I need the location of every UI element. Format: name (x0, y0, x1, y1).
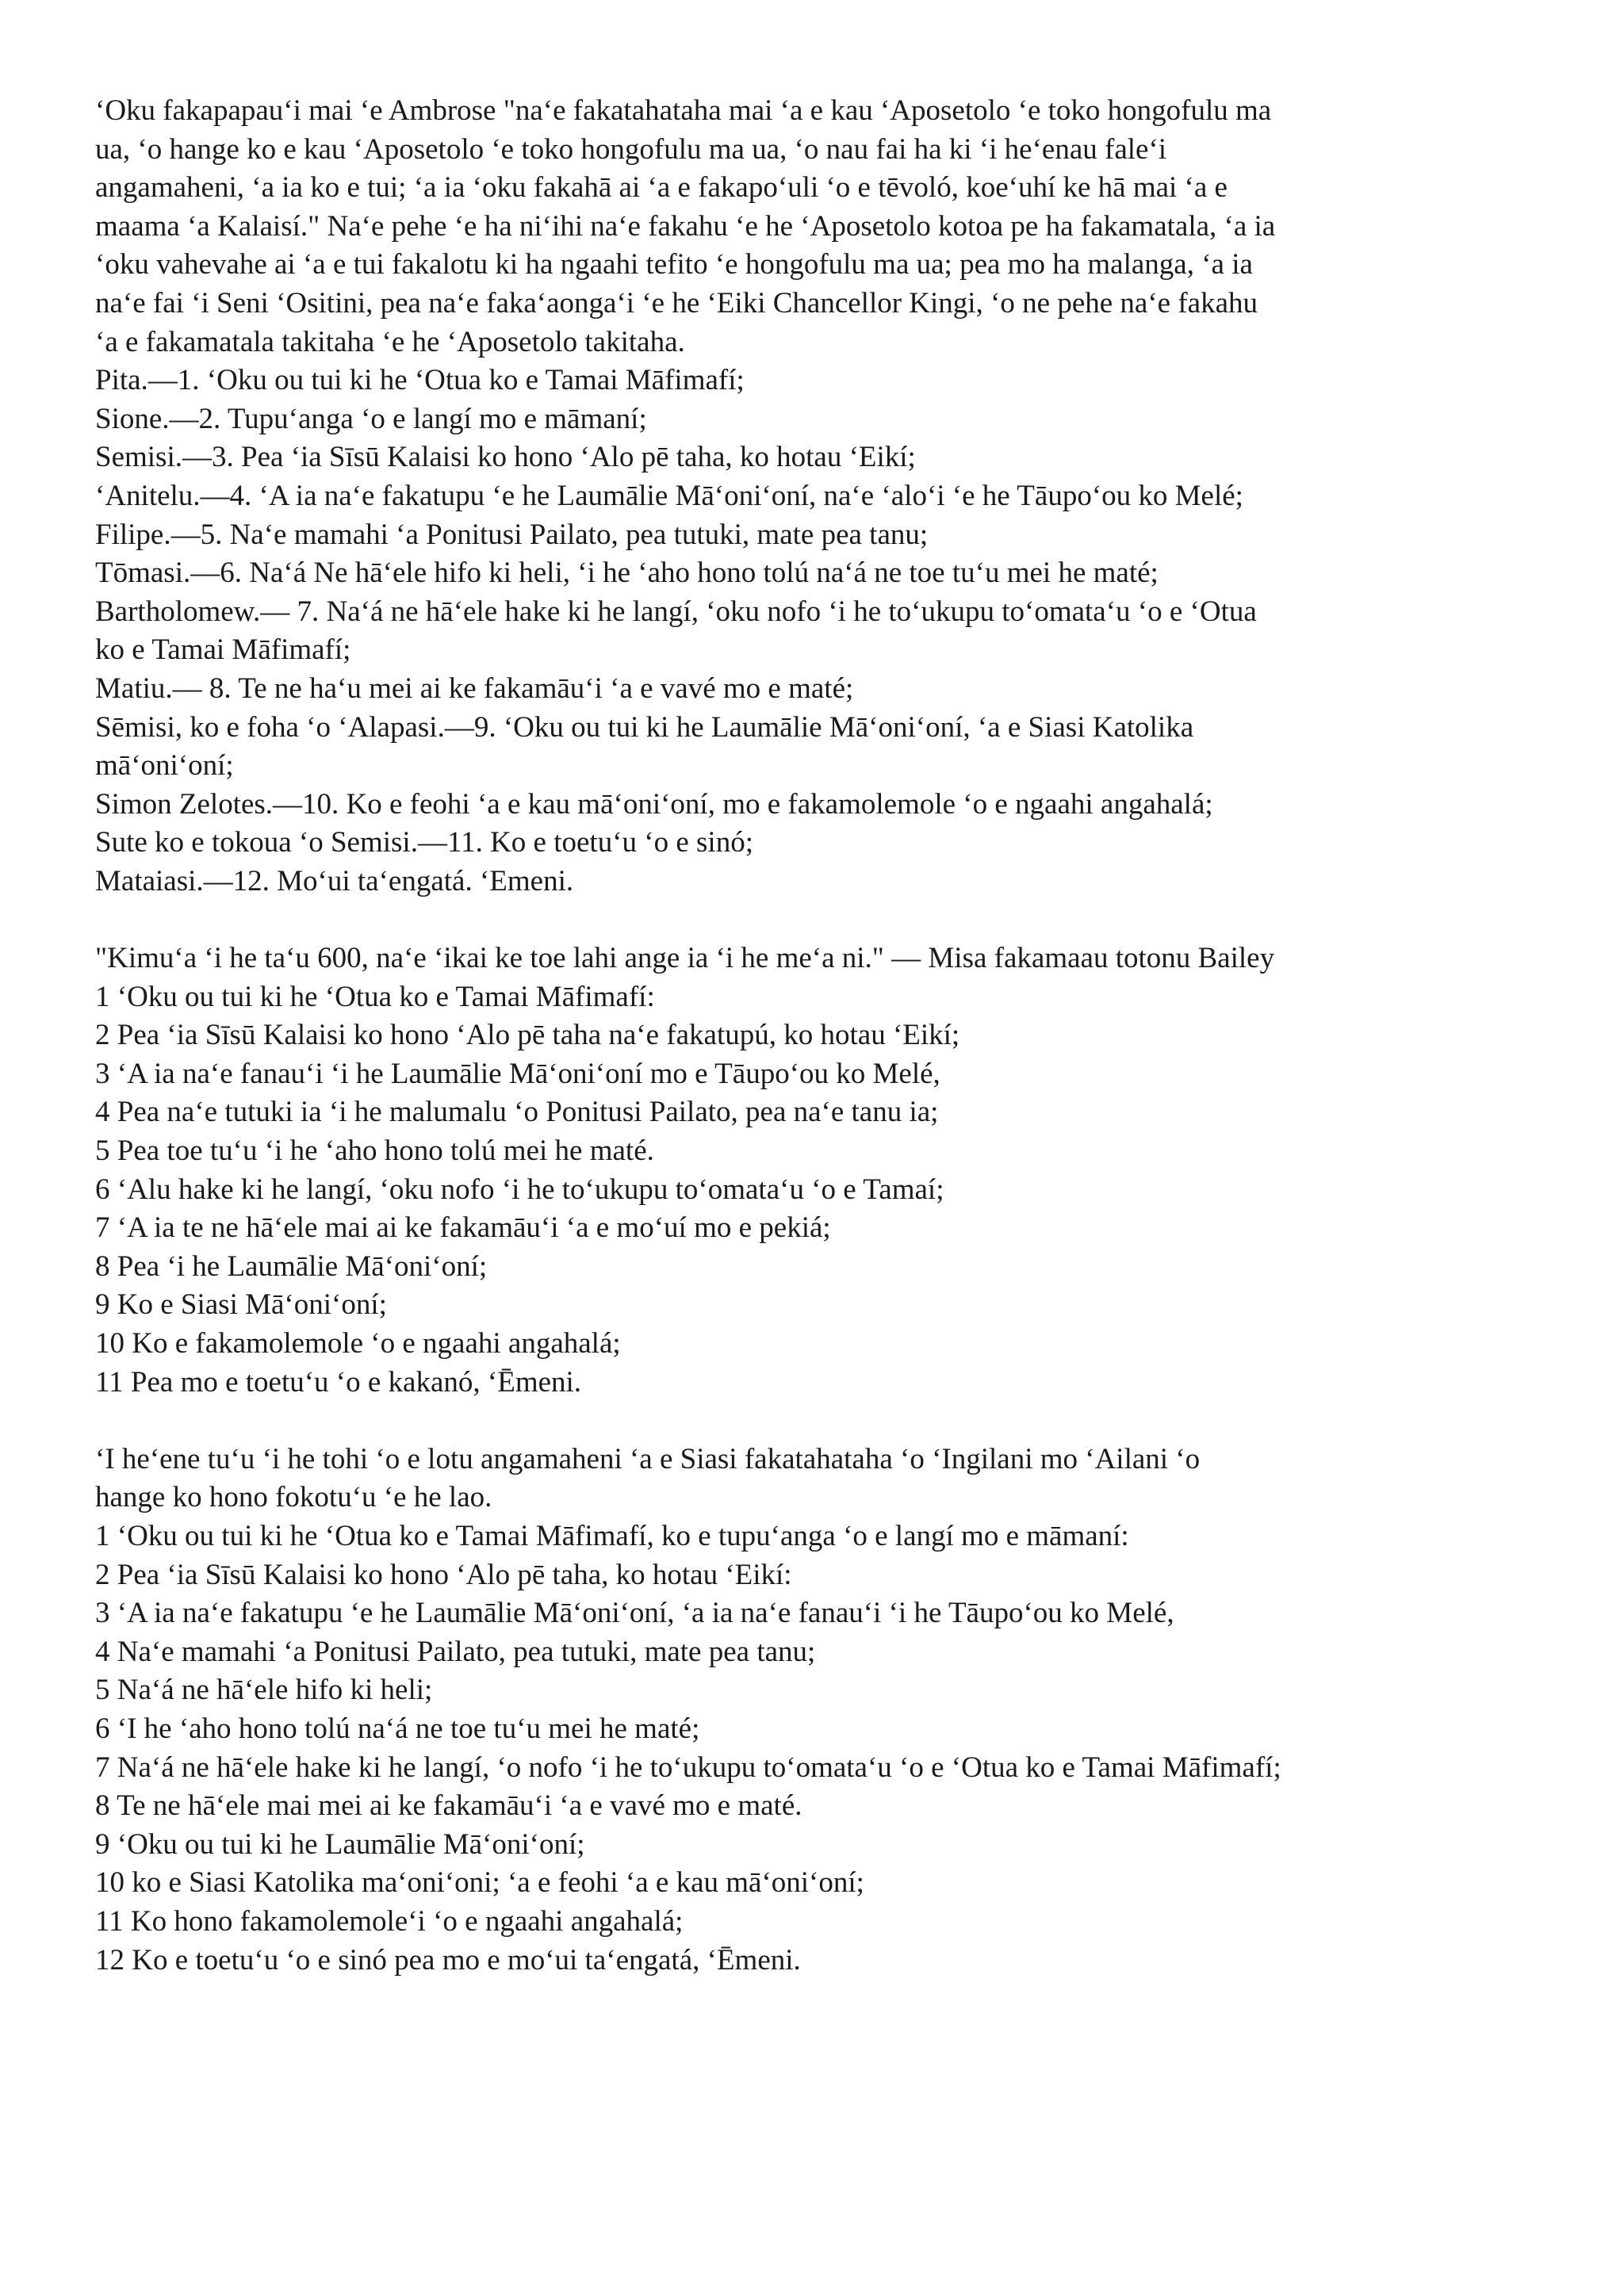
creed-line: 6 ‘Alu hake ki he langí, ‘oku nofo ‘i he to‘ukupu to‘omata‘u ‘o e Tamaí; (95, 1173, 944, 1206)
text-line: ‘a e fakamatala takitaha ‘e he ‘Aposetolo takitaha. (95, 325, 685, 358)
creed-line: Tōmasi.—6. Na‘á Ne hā‘ele hifo ki heli, ‘i he ‘aho hono tolú na‘á ne toe tu‘u mei he maté; (95, 557, 1159, 590)
text-line: ‘Oku fakapapau‘i mai ‘e Ambrose "na‘e fakatahataha mai ‘a e kau ‘Aposetolo ‘e toko hongofulu ma (95, 94, 1272, 127)
text-line: na‘e fai ‘i Seni ‘Ositini, pea na‘e faka‘aonga‘i ‘e he ‘Eiki Chancellor Kingi, ‘o ne pehe na‘e fakahu (95, 286, 1258, 320)
creed-line: 6 ‘I he ‘aho hono tolú na‘á ne toe tu‘u mei he maté; (95, 1712, 700, 1745)
creed-line: Semisi.—3. Pea ‘ia Sīsū Kalaisi ko hono ‘Alo pē taha, ko hotau ‘Eikí; (95, 441, 916, 474)
anglican-creed-list (95, 1441, 1576, 1980)
creed-line: 10 ko e Siasi Katolika ma‘oni‘oni; ‘a e feohi ‘a e kau mā‘oni‘oní; (95, 1866, 864, 1900)
creed-line: Sione.—2. Tupu‘anga ‘o e langí mo e māmaní; (95, 402, 647, 435)
creed-line: Pita.—1. ‘Oku ou tui ki he ‘Otua ko e Tamai Māfimafí; (95, 364, 745, 397)
creed-line: 4 Na‘e mamahi ‘a Ponitusi Pailato, pea tutuki, mate pea tanu; (95, 1635, 816, 1668)
creed-line: Sute ko e tokoua ‘o Semisi.—11. Ko e toetu‘u ‘o e sinó; (95, 826, 753, 859)
creed-line: Mataiasi.—12. Mo‘ui ta‘engatá. ‘Emeni. (95, 864, 574, 897)
creed-line: 9 ‘Oku ou tui ki he Laumālie Mā‘oni‘oní; (95, 1827, 585, 1861)
creed-line: 5 Na‘á ne hā‘ele hifo ki heli; (95, 1674, 433, 1707)
creed-line: ko e Tamai Māfimafí; (95, 633, 351, 667)
creed-line: 12 Ko e toetu‘u ‘o e sinó pea mo e mo‘ui ta‘engatá, ‘Ēmeni. (95, 1943, 801, 1976)
creed-line: 1 ‘Oku ou tui ki he ‘Otua ko e Tamai Māfimafí, ko e tupu‘anga ‘o e langí mo e māmaní: (95, 1519, 1129, 1552)
creed-line: 4 Pea na‘e tutuki ia ‘i he malumalu ‘o Ponitusi Pailato, pea na‘e tanu ia; (95, 1096, 939, 1129)
creed-line: 2 Pea ‘ia Sīsū Kalaisi ko hono ‘Alo pē taha, ko hotau ‘Eikí: (95, 1558, 792, 1591)
creed-line: 2 Pea ‘ia Sīsū Kalaisi ko hono ‘Alo pē taha na‘e fakatupú, ko hotau ‘Eikí; (95, 1019, 960, 1052)
text-line: angamaheni, ‘a ia ko e tui; ‘a ia ‘oku fakahā ai ‘a e fakapo‘uli ‘o e tēvoló, koe‘uhí ke hā mai ‘a e (95, 171, 1228, 205)
creed-line: mā‘oni‘oní; (95, 749, 234, 783)
creed-line: ‘Anitelu.—4. ‘A ia na‘e fakatupu ‘e he Laumālie Mā‘oni‘oní, na‘e ‘alo‘i ‘e he Tāupo‘ou ko Melé; (95, 479, 1243, 512)
creed-line: 3 ‘A ia na‘e fanau‘i ‘i he Laumālie Mā‘oni‘oní mo e Tāupo‘ou ko Melé, (95, 1057, 940, 1090)
creed-line: 1 ‘Oku ou tui ki he ‘Otua ko e Tamai Māfimafí: (95, 980, 655, 1013)
creed-line: 5 Pea toe tu‘u ‘i he ‘aho hono tolú mei he maté. (95, 1135, 654, 1168)
creed-line: 7 ‘A ia te ne hā‘ele mai ai ke fakamāu‘i ‘a e mo‘uí mo e pekiá; (95, 1211, 831, 1245)
creed-line: Matiu.— 8. Te ne ha‘u mei ai ke fakamāu‘i ‘a e vavé mo e maté; (95, 672, 854, 705)
apostles-creed-list (95, 362, 1576, 901)
creed-line: Filipe.—5. Na‘e mamahi ‘a Ponitusi Pailato, pea tutuki, mate pea tanu; (95, 518, 929, 551)
bailey-creed-list (95, 939, 1576, 1402)
creed-line: 11 Pea mo e toetu‘u ‘o e kakanó, ‘Ēmeni. (95, 1365, 582, 1399)
creed-heading: "Kimu‘a ‘i he ta‘u 600, na‘e ‘ikai ke toe lahi ange ia ‘i he me‘a ni." — Misa fakamaau totonu Bailey (95, 942, 1275, 975)
creed-line: 11 Ko hono fakamolemole‘i ‘o e ngaahi angahalá; (95, 1904, 684, 1938)
creed-line: 7 Na‘á ne hā‘ele hake ki he langí, ‘o nofo ‘i he to‘ukupu to‘omata‘u ‘o e ‘Otua ko e Tamai Māfimafí; (95, 1751, 1281, 1784)
text-line: maama ‘a Kalaisí." Na‘e pehe ‘e ha ni‘ihi na‘e fakahu ‘e he ‘Aposetolo kotoa pe ha fakamatala, ‘a ia (95, 209, 1276, 243)
creed-line: 8 Pea ‘i he Laumālie Mā‘oni‘oní; (95, 1249, 488, 1283)
creed-line: Sēmisi, ko e foha ‘o ‘Alapasi.—9. ‘Oku ou tui ki he Laumālie Mā‘oni‘oní, ‘a e Siasi Katolika (95, 710, 1194, 744)
creed-line: 9 Ko e Siasi Mā‘oni‘oní; (95, 1288, 387, 1322)
creed-line: 3 ‘A ia na‘e fakatupu ‘e he Laumālie Mā‘oni‘oní, ‘a ia na‘e fanau‘i ‘i he Tāupo‘ou ko Melé, (95, 1597, 1174, 1630)
intro-paragraph (95, 92, 1576, 362)
creed-heading: hange ko hono fokotu‘u ‘e he lao. (95, 1481, 492, 1514)
paragraph-gap (95, 901, 1576, 939)
paragraph-gap (95, 1402, 1576, 1441)
creed-line: Bartholomew.— 7. Na‘á ne hā‘ele hake ki he langí, ‘oku nofo ‘i he to‘ukupu to‘omata‘u ‘o e ‘Otua (95, 595, 1257, 628)
text-line: ‘oku vahevahe ai ‘a e tui fakalotu ki ha ngaahi tefito ‘e hongofulu ma ua; pea mo ha malanga, ‘a ia (95, 248, 1253, 281)
creed-heading: ‘I he‘ene tu‘u ‘i he tohi ‘o e lotu angamaheni ‘a e Siasi fakatahataha ‘o ‘Ingilani mo ‘Ailani ‘o (95, 1442, 1201, 1475)
text-line: ua, ‘o hange ko e kau ‘Aposetolo ‘e toko hongofulu ma ua, ‘o nau fai ha ki ‘i he‘enau fale‘i (95, 132, 1167, 166)
creed-line: 8 Te ne hā‘ele mai mei ai ke fakamāu‘i ‘a e vavé mo e maté. (95, 1789, 802, 1823)
creed-line: 10 Ko e fakamolemole ‘o e ngaahi angahalá; (95, 1327, 621, 1360)
creed-line: Simon Zelotes.—10. Ko e feohi ‘a e kau mā‘oni‘oní, mo e fakamolemole ‘o e ngaahi angahalá; (95, 787, 1213, 821)
